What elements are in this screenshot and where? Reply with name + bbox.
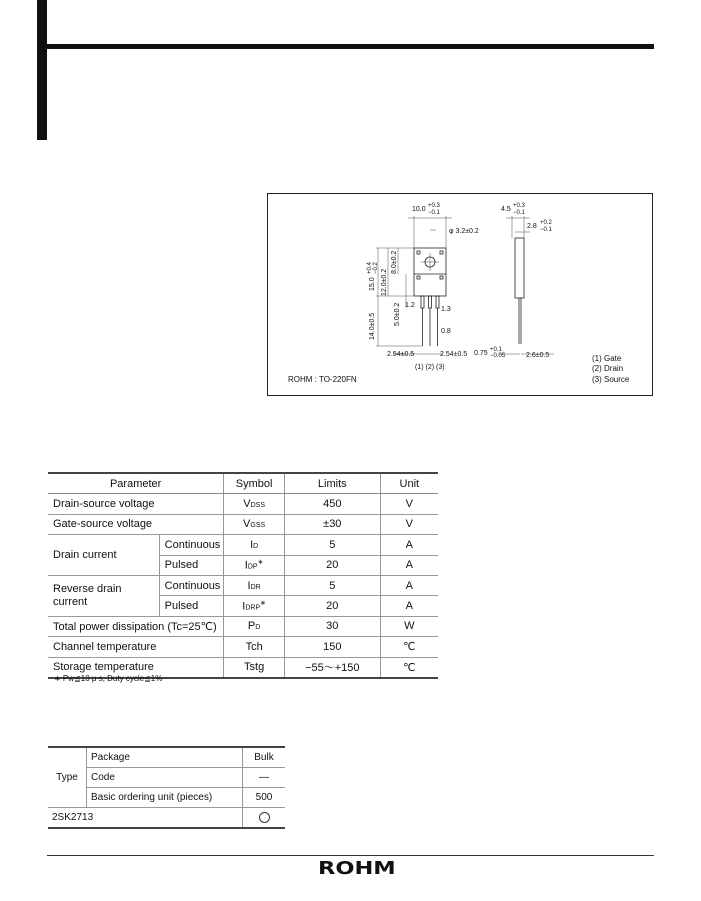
table-row: Storage temperature Tstg −55〜+150 ℃ xyxy=(48,657,438,678)
header-parameter: Parameter xyxy=(48,473,224,494)
svg-text:4.5: 4.5 xyxy=(501,206,511,213)
header-horizontal-bar xyxy=(47,44,654,49)
svg-text:2.8: 2.8 xyxy=(527,223,537,230)
pin-2-label: (2) Drain xyxy=(592,364,624,373)
svg-text:−0.2: −0.2 xyxy=(373,262,379,274)
type-label: Type xyxy=(48,747,87,808)
svg-text:+0.2: +0.2 xyxy=(540,220,552,226)
packaging-table xyxy=(48,746,285,829)
svg-text:+0.3: +0.3 xyxy=(428,203,440,209)
table-row xyxy=(48,808,285,829)
package-name: ROHM : TO-220FN xyxy=(288,375,357,384)
svg-text:0.8: 0.8 xyxy=(441,328,451,335)
svg-text:2.6±0.5: 2.6±0.5 xyxy=(526,352,550,359)
package-dimensions-figure xyxy=(267,193,653,396)
table-row: Basic ordering unit (pieces) 500 xyxy=(48,788,285,808)
svg-text:+0.4: +0.4 xyxy=(367,262,373,274)
table-row: Total power dissipation (Tc=25℃) PD 30 W xyxy=(48,616,438,636)
header-vertical-bar xyxy=(37,0,47,140)
svg-text:−0.1: −0.1 xyxy=(428,210,440,216)
svg-text:2.54±0.5: 2.54±0.5 xyxy=(387,351,415,358)
svg-text:10.0: 10.0 xyxy=(412,206,426,213)
svg-text:8.0±0.2: 8.0±0.2 xyxy=(391,250,398,274)
svg-text:+0.3: +0.3 xyxy=(513,203,525,209)
table-row: Type Package Bulk xyxy=(48,747,285,768)
package-side-view xyxy=(515,238,524,298)
table-row: Reverse drain current Continuous IDR 5 A xyxy=(48,575,438,595)
svg-text:14.0±0.5: 14.0±0.5 xyxy=(369,312,376,340)
table-row: Gate-source voltage VGSS ±30 V xyxy=(48,514,438,534)
header-unit: Unit xyxy=(380,473,438,494)
svg-text:+0.1: +0.1 xyxy=(490,347,502,353)
pin-3-label: (3) Source xyxy=(592,375,630,384)
table-row: Channel temperature Tch 150 ℃ xyxy=(48,637,438,657)
package-drawing xyxy=(268,194,654,397)
svg-text:−0.1: −0.1 xyxy=(540,227,552,233)
pin-numbers: (1) (2) (3) xyxy=(415,364,445,371)
svg-text:2.54±0.5: 2.54±0.5 xyxy=(440,351,468,358)
absolute-max-ratings-table xyxy=(48,472,438,679)
available-circle-icon xyxy=(259,812,270,823)
table-row: Drain-source voltage VDSS 450 V xyxy=(48,494,438,514)
header-limits: Limits xyxy=(284,473,380,494)
svg-text:5.0±0.2: 5.0±0.2 xyxy=(394,302,401,326)
svg-text:φ 3.2±0.2: φ 3.2±0.2 xyxy=(449,228,479,235)
table-row: Drain current Continuous ID 5 A xyxy=(48,535,438,555)
svg-text:−0.05: −0.05 xyxy=(490,353,506,359)
svg-text:12.0±0.2: 12.0±0.2 xyxy=(381,268,388,296)
svg-text:−0.1: −0.1 xyxy=(513,210,525,216)
footer-rule xyxy=(47,855,654,856)
rohm-logo: ROHM xyxy=(318,858,396,879)
table-header-row xyxy=(48,473,438,494)
table-row: Pulsed IDP∗ 20 A xyxy=(48,555,438,575)
svg-text:1.3: 1.3 xyxy=(441,306,451,313)
header-symbol: Symbol xyxy=(224,473,285,494)
part-number: 2SK2713 xyxy=(48,808,243,829)
pin-1-label: (1) Gate xyxy=(592,354,622,363)
svg-text:1.2: 1.2 xyxy=(405,302,415,309)
table-row: Code — xyxy=(48,768,285,788)
ratings-footnote: ∗ Pw≦10 μ s, Duty cycle≦1% xyxy=(54,674,163,683)
svg-text:15.0: 15.0 xyxy=(369,277,376,291)
svg-text:0.75: 0.75 xyxy=(474,350,488,357)
table-row: Pulsed IDRP∗ 20 A xyxy=(48,596,438,616)
